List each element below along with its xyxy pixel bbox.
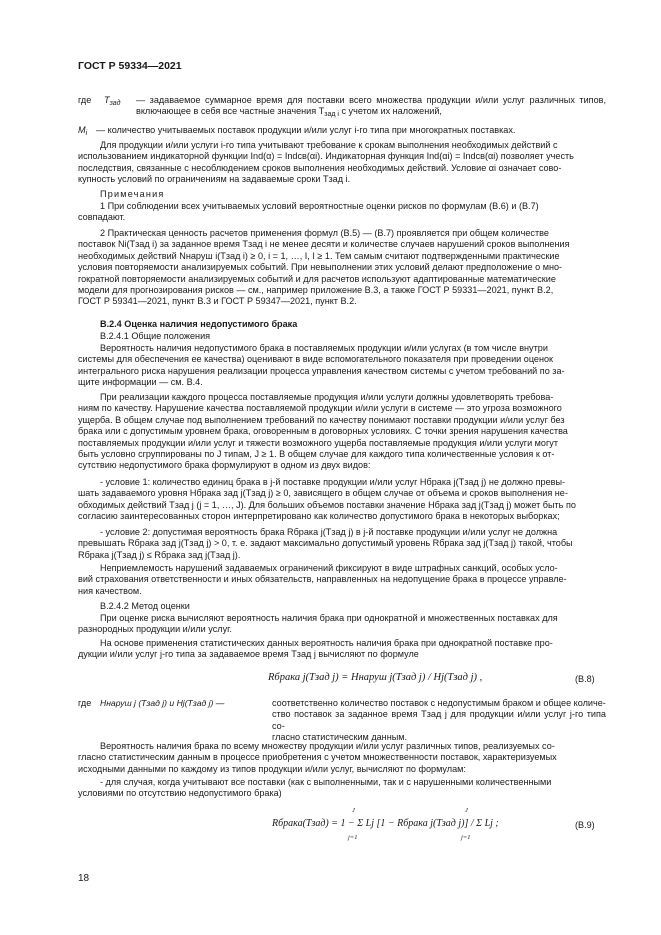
condition-1: - условие 1: количество единиц брака в j-й поставке продукции и/или услуг Hбрака j(Tзад j) не должно превы- шать задаваемого уровня Hбрака зад j(Tзад j) ≥ 0, зависящего в общем случае от объема и сроков выполнения не- обходимых действий Tзад j (j = 1, …, J). Для больших объемов поставки значение Hбрака зад j(Tзад j) может быть по согласию заинтересованных сторон интерпретировано как количество допустимого брака в некоторых выборках; [78, 477, 576, 522]
where-label-2: где [78, 698, 92, 708]
m-definition-text: — количество учитываемых поставок продукции и/или услуг i-го типа при многократных поставках. [96, 125, 516, 135]
sum-lower-limit-2: j=1 [461, 834, 471, 841]
notes-title: Примечания [100, 189, 165, 199]
note-2: 2 Практическая ценность расчетов применения формул (В.5) — (В.7) проявляется при общем количестве поставок Ni(Tзад i) за заданное время Tзад i не менее десяти и количестве случаев нарушений сроков выполнения необходимых действий Nнаруш i(Tзад i) ≥ 0, i = 1, …, I, I ≥ 1. Тем самым считают подтвержденными практические условия повторяемости анализируемых событий. При невыполнении этих условий делают предположение о мно- гократной повторяемости анализируемых событий и для расчетов используют адаптированные математические модели для прогнозирования рисков — см., например приложение В.3, а также ГОСТ Р 59331—2021, пункт В.2, ГОСТ Р 59341—2021, пункт В.3 и ГОСТ Р 59347—2021, пункт В.2. [78, 228, 570, 307]
para-all-products: Вероятность наличия брака по всему множеству продукции и/или услуг различных типов, реализуемых со- гласно статистическим данным в процессе приобретения с учетом множественности поставок, характеризуемых исходными данными по каждому из типов продукции и/или услуг, вычисляют по формулам: [78, 741, 557, 774]
definition-m [78, 121, 606, 135]
para-case: - для случая, когда учитывают все поставки (как с выполненными, так и с нарушенными количественными условиями по отсутствию недопустимого брака) [78, 777, 552, 799]
formula-b9-number: (В.9) [575, 820, 595, 830]
sum-upper-limit-2: J [465, 807, 468, 814]
t-symbol: $Т_{зад}$ [104, 95, 121, 107]
para-b242: При оценке риска вычисляют вероятность наличия брака при однократной и множественных поставках для разнородных продукции и/или услуг. [78, 613, 558, 635]
para-statistics: На основе применения статистических данных вероятность наличия брака при однократной поставке про- дукции и/или услуг j-го типа за задаваемое время Tзад j вычисляют по формуле [78, 638, 553, 660]
formula-b8-number: (В.8) [575, 674, 595, 684]
para-unacceptability: Неприемлемость нарушений задаваемых ограничений фиксируют в виде штрафных санкций, особых усло- вий страхования ответственности и иных обязательств, направленных на недопущение брака в процессе управле- ния качеством. [78, 563, 567, 596]
h-definition-text: соответственно количество поставок с недопустимым браком и общее количе- ство поставок за заданное время Tзад j для продукции и/или услуг j-го типа со- гласно статистическим данным. [272, 698, 606, 743]
definition-h [78, 698, 606, 743]
section-b242-heading: В.2.4.2 Метод оценки [100, 601, 190, 611]
formula-b9: Rбрака(Tзад) = 1 − Σ Lj [1 − Rбрака j(Tзад j)] / Σ Lj ; [272, 818, 499, 829]
section-b241-heading: В.2.4.1 Общие положения [100, 331, 211, 341]
h-terms: Hнаруш j (Tзад j) и Hj(Tзад j) — [100, 698, 225, 708]
formula-b8: Rбрака j(Tзад j) = Hнаруш j(Tзад j) / Hj(Tзад j) , [268, 672, 483, 683]
m-symbol: $M_i$ [78, 125, 88, 137]
para-realization: При реализации каждого процесса поставляемые продукция и/или услуги должны удовлетворять требова- ниям по качеству. Нарушение качества поставляемой продукции и/или услуги в системе — это угроза возможного ущерба. В общем случае под выполнением требований по качеству понимают поставки продукции и/или услуг без брака или с допустимым уровнем брака, оговоренным в договорных условиях. С точки зрения нарушения качества поставляемых продукции и/или услуг и тяжести возможного ущерба поставляемые продукция и/или услуги могут быть условно сгруппированы по J типам, J ≥ 1. В общем случае для каждого типа количественные условия к от- сутствию недопустимого брака формулируют в одном из двух видов: [78, 392, 568, 471]
para-b241: Вероятность наличия недопустимого брака в поставляемых продукции и/или услугах (в том числе внутри системы для обеспечения ее качества) оценивают в виде вспомогательного показателя при проведении оценок интегрального риска нарушения реализации процесса управления качеством системы с учетом требований по за- щите информации — см. В.4. [78, 343, 565, 388]
para-indicator: Для продукции и/или услуги i-го типа учитывают требование к срокам выполнения необходимых действий с использованием индикаторной функции Ind(α) = Indсв(αi). Индикаторная функция Ind(αi) = Indсв(αi) позволяет учесть последствия, связанные с несоблюдением сроков выполнения необходимых действий. Условие αi означает сово- купность условий по ограничениям на задаваемые сроки Tзад i. [78, 140, 574, 185]
t-definition-text: — задаваемое суммарное время для поставки всего множества продукции и/или услуг различных типов, включающее в себя все частные значения $Т_{зад i}$ с учетом их наложений, [136, 95, 606, 119]
page-header: ГОСТ Р 59334—2021 [78, 60, 182, 72]
sum-lower-limit: j=1 [348, 834, 358, 841]
condition-2: - условие 2: допустимая вероятность брака Rбрака j(Tзад j) в j-й поставке продукции и/или услуг не должна превышать Rбрака зад j(Tзад j) > 0, т. е. задают максимально допустимый уровень Rбрака зад j(Tзад j) такой, чтобы Rбрака j(Tзад j) ≤ Rбрака зад j(Tзад j). [78, 527, 573, 560]
note-1: 1 При соблюдении всех учитываемых условий вероятностные оценки рисков по формулам (В.6) и (В.7) совпадают. [78, 201, 539, 223]
section-b24-heading: В.2.4 Оценка наличия недопустимого брака [100, 319, 298, 329]
sum-upper-limit: J [352, 807, 355, 814]
where-label: где [78, 95, 92, 105]
page-number: 18 [78, 873, 90, 884]
